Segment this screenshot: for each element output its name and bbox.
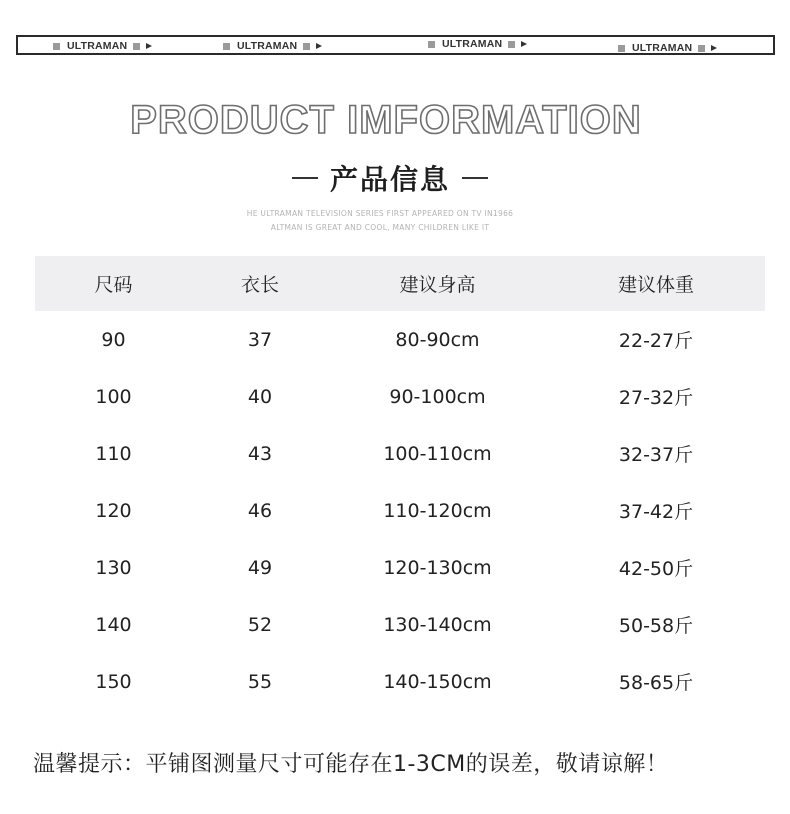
table-row [35, 653, 765, 710]
table-row [35, 368, 765, 425]
table-row [35, 425, 765, 482]
table-cell: 46 [247, 499, 273, 522]
table-header-row [35, 256, 765, 311]
table-cell: 42-50斤 [618, 558, 694, 580]
banner-item [428, 38, 527, 50]
table-cell: 37-42斤 [618, 501, 694, 523]
table-row [35, 482, 765, 539]
table-cell: 52 [247, 613, 273, 636]
play-arrow-icon [146, 43, 152, 49]
page-subtitle [0, 158, 780, 198]
table-cell: 130-140cm [383, 613, 492, 636]
banner-text: ULTRAMAN [632, 42, 693, 54]
subtitle-text: 产品信息 [329, 163, 450, 196]
ultraman-banner [16, 35, 775, 55]
table-cell: 80-90cm [395, 328, 480, 351]
banner-text: ULTRAMAN [237, 40, 298, 52]
table-cell: 140 [95, 613, 132, 636]
square-icon [508, 41, 515, 48]
column-header: 建议身高 [328, 256, 547, 311]
table-cell: 50-58斤 [618, 615, 694, 637]
play-arrow-icon [316, 43, 322, 49]
square-icon [698, 45, 705, 52]
table-cell: 27-32斤 [618, 387, 694, 409]
square-icon [428, 41, 435, 48]
square-icon [53, 43, 60, 50]
table-cell: 90-100cm [389, 385, 486, 408]
size-table [35, 256, 765, 710]
table-cell: 90 [101, 328, 126, 351]
play-arrow-icon [521, 41, 527, 47]
table-cell: 130 [95, 556, 132, 579]
table-cell: 100 [95, 385, 132, 408]
page-title: PRODUCT IMFORMATION [130, 98, 642, 142]
tagline-line: ALTMAN IS GREAT AND COOL, MANY CHILDREN LIKE IT [270, 223, 490, 232]
table-cell: 58-65斤 [618, 672, 694, 694]
table-cell: 100-110cm [383, 442, 492, 465]
square-icon [618, 45, 625, 52]
measurement-note: 温馨提示：平铺图测量尺寸可能存在1-3CM的误差，敬请谅解！ [33, 752, 669, 777]
table-cell: 32-37斤 [618, 444, 694, 466]
table-cell: 55 [247, 670, 273, 693]
square-icon [303, 43, 310, 50]
dash-decoration [292, 177, 318, 179]
table-cell: 120-130cm [383, 556, 492, 579]
square-icon [223, 43, 230, 50]
table-cell: 43 [247, 442, 273, 465]
play-arrow-icon [711, 45, 717, 51]
table-cell: 22-27斤 [618, 330, 694, 352]
banner-text: ULTRAMAN [67, 40, 128, 52]
banner-item [223, 40, 322, 52]
tagline-line: HE ULTRAMAN TELEVISION SERIES FIRST APPEARED ON TV IN1966 [246, 209, 514, 218]
banner-text: ULTRAMAN [442, 38, 503, 50]
dash-decoration [462, 177, 488, 179]
table-cell: 150 [95, 670, 132, 693]
table-cell: 110 [95, 442, 132, 465]
table-row [35, 311, 765, 368]
table-cell: 110-120cm [383, 499, 492, 522]
table-cell: 140-150cm [383, 670, 492, 693]
banner-item [53, 40, 152, 52]
table-cell: 40 [247, 385, 273, 408]
banner-item [618, 42, 717, 54]
table-row [35, 596, 765, 653]
table-cell: 37 [247, 328, 273, 351]
column-header: 尺码 [35, 256, 192, 311]
table-cell: 49 [247, 556, 273, 579]
column-header: 衣长 [192, 256, 328, 311]
table-cell: 120 [95, 499, 132, 522]
column-header: 建议体重 [547, 256, 765, 311]
square-icon [133, 43, 140, 50]
table-row [35, 539, 765, 596]
